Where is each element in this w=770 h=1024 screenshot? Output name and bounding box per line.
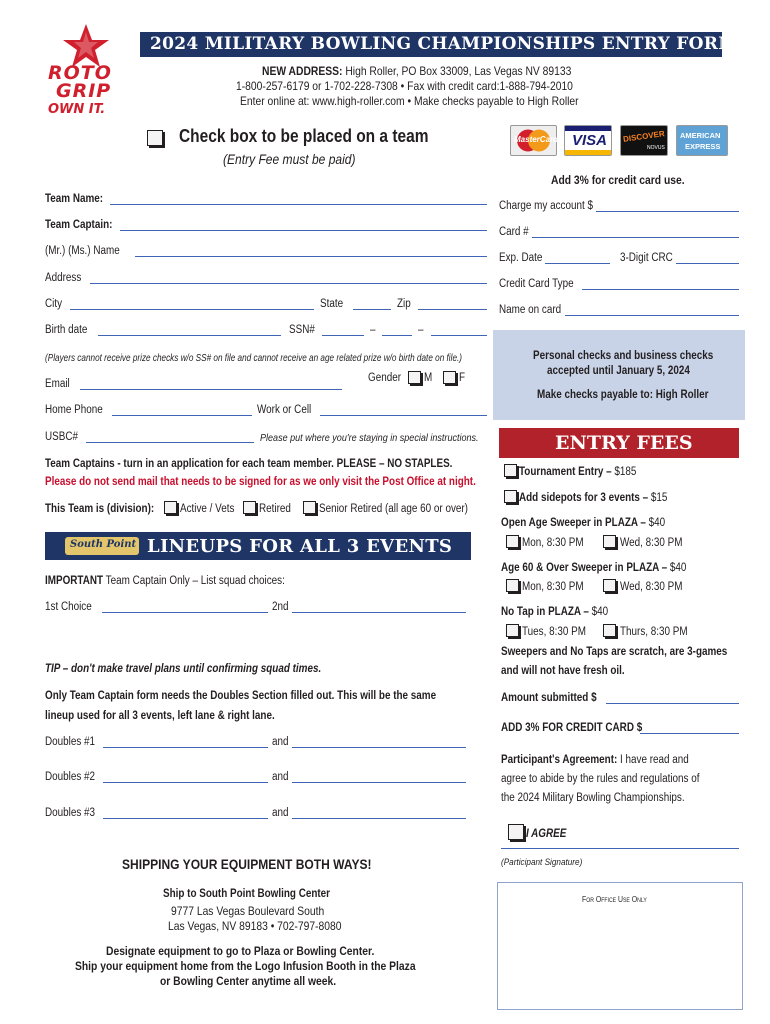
doubles-3-field-a[interactable] (103, 818, 268, 819)
open-age-wed-label: Wed, 8:30 PM (620, 537, 683, 549)
ship-to: Ship to South Point Bowling Center (163, 888, 331, 900)
ssn-field-1[interactable] (322, 335, 364, 336)
address-text: High Roller, PO Box 33009, Las Vegas NV 89133 (345, 64, 572, 78)
brand-line-2: GRIP (56, 80, 112, 102)
amex-logo (676, 125, 728, 156)
card-type-field[interactable] (582, 289, 739, 290)
checks-line-2: accepted until January 5, 2024 (547, 365, 690, 377)
brand-line-1: ROTO (48, 62, 112, 84)
age60-text: Age 60 & Over Sweeper in PLAZA – (501, 562, 670, 574)
name-on-card-field[interactable] (565, 315, 739, 316)
sidepots-text: Add sidepots for 3 events – (519, 492, 651, 504)
mail-note: Please do not send mail that needs to be signed for as we only visit the Post Office at night. (45, 476, 476, 488)
exp-date-field[interactable] (545, 263, 610, 264)
ship-note-3: or Bowling Center anytime all week. (160, 974, 337, 988)
ssn-dash-2: – (418, 324, 424, 336)
ssn-field-2[interactable] (382, 335, 412, 336)
sidepots-price: $15 (650, 492, 668, 504)
team-checkbox[interactable] (147, 130, 163, 146)
doubles-3-and: and (272, 807, 289, 819)
division-label: This Team is (division): (45, 503, 155, 515)
home-phone-label: Home Phone (45, 404, 103, 416)
gender-f-checkbox[interactable] (443, 371, 456, 384)
south-point-text: South Point (70, 539, 137, 550)
address-label: NEW ADDRESS: (262, 64, 343, 78)
age60-mon-checkbox[interactable] (506, 579, 519, 592)
ssn-dash-1: – (370, 324, 376, 336)
notap-text: No Tap in PLAZA – (501, 606, 592, 618)
team-checkbox-label: Check box to be placed on a team (179, 126, 429, 146)
entry-fees-title: ENTRY FEES (555, 432, 693, 454)
card-number-label: Card # (499, 226, 529, 238)
discover-logo (620, 125, 668, 156)
division-active-checkbox[interactable] (164, 501, 177, 514)
agreement-line-2: agree to abide by the rules and regulations of (501, 773, 700, 785)
age60-price: $40 (669, 562, 687, 574)
open-age-mon-checkbox[interactable] (506, 535, 519, 548)
roto-grip-logo (42, 22, 132, 122)
doubles-note-1: Only Team Captain form needs the Doubles Section filled out. This will be the same (45, 690, 437, 702)
mastercard-text: MasterCard (514, 135, 559, 144)
birth-date-label: Birth date (45, 324, 88, 336)
usbc-field[interactable] (86, 442, 254, 443)
scratch-note-2: and will not have fresh oil. (501, 665, 625, 677)
ssn-field-3[interactable] (431, 335, 487, 336)
address-line (262, 64, 571, 78)
zip-label: Zip (397, 298, 411, 310)
important-bold: IMPORTANT (45, 575, 104, 587)
notap-thurs-checkbox[interactable] (603, 624, 616, 637)
doubles-2-field-a[interactable] (103, 782, 268, 783)
first-choice-label: 1st Choice (45, 601, 92, 613)
team-captain-label: Team Captain: (45, 219, 113, 231)
agree-checkbox[interactable] (508, 824, 524, 840)
important-note (45, 575, 285, 587)
page-title: 2024 MILITARY BOWLING CHAMPIONSHIPS ENTRY FORM (150, 34, 738, 54)
agree-label: I AGREE (526, 828, 567, 840)
doubles-3-label: Doubles #3 (45, 807, 96, 819)
mastercard-logo (510, 125, 557, 156)
phone-line: 1-800-257-6179 or 1-702-228-7308 • Fax with credit card:1-888-794-2010 (236, 79, 573, 93)
usbc-label: USBC# (45, 431, 78, 443)
address-field[interactable] (90, 283, 487, 284)
team-name-field[interactable] (110, 204, 487, 205)
second-choice-field[interactable] (292, 612, 466, 613)
agreement-bold: Participant's Agreement: (501, 754, 618, 766)
card-type-label: Credit Card Type (499, 278, 574, 290)
tournament-text: Tournament Entry – (519, 466, 615, 478)
doubles-1-label: Doubles #1 (45, 736, 96, 748)
doubles-1-and: and (272, 736, 289, 748)
doubles-note-2: lineup used for all 3 events, left lane & right lane. (45, 710, 275, 722)
charge-account-label: Charge my account $ (499, 200, 594, 212)
name-on-card-label: Name on card (499, 304, 562, 316)
lineups-banner (45, 532, 471, 560)
ship-note-1: Designate equipment to go to Plaza or Bowling Center. (106, 944, 375, 958)
shipping-title: SHIPPING YOUR EQUIPMENT BOTH WAYS! (122, 856, 372, 872)
division-active-label: Active / Vets (180, 503, 235, 515)
work-cell-field[interactable] (320, 415, 487, 416)
amount-label: Amount submitted $ (501, 692, 597, 704)
team-name-label: Team Name: (45, 193, 104, 205)
state-label: State (320, 298, 344, 310)
age60-wed-checkbox[interactable] (603, 579, 616, 592)
gender-label: Gender (368, 372, 401, 384)
ship-note-2: Ship your equipment home from the Logo Infusion Booth in the Plaza (75, 959, 416, 973)
state-field[interactable] (353, 309, 391, 310)
credit-surcharge-note: Add 3% for credit card use. (551, 173, 685, 187)
checks-payable: Make checks payable to: High Roller (537, 389, 709, 401)
zip-field[interactable] (418, 309, 487, 310)
doubles-1-field-a[interactable] (103, 747, 268, 748)
sidepots-checkbox[interactable] (504, 490, 517, 503)
important-rest: Team Captain Only – List squad choices: (103, 575, 285, 587)
notap-price: $40 (591, 606, 609, 618)
amex-text-2: EXPRESS (685, 142, 721, 151)
checks-box (493, 330, 745, 420)
card-number-field[interactable] (532, 237, 739, 238)
city-field[interactable] (70, 309, 314, 310)
work-cell-label: Work or Cell (257, 404, 312, 416)
discover-sub-text: NOVUS (647, 145, 665, 151)
scratch-note-1: Sweepers and No Taps are scratch, are 3-games (501, 646, 728, 658)
lineups-title: LINEUPS FOR ALL 3 EVENTS (147, 536, 453, 557)
tournament-label (519, 466, 636, 478)
second-choice-label: 2nd (272, 601, 289, 613)
open-age-text: Open Age Sweeper in PLAZA – (501, 517, 649, 529)
name-label: (Mr.) (Ms.) Name (45, 245, 120, 257)
birth-date-field[interactable] (98, 335, 281, 336)
notap-thurs-label: Thurs, 8:30 PM (620, 626, 688, 638)
amount-field[interactable] (606, 703, 739, 704)
doubles-2-label: Doubles #2 (45, 771, 96, 783)
age60-label (501, 562, 686, 574)
office-use-box (497, 882, 743, 1010)
gender-m-label: M (424, 372, 433, 384)
home-phone-field[interactable] (112, 415, 252, 416)
sidepots-label (519, 492, 667, 504)
checks-line-1: Personal checks and business checks (533, 350, 714, 362)
address-label-field: Address (45, 272, 82, 284)
division-retired-label: Retired (259, 503, 291, 515)
division-retired-checkbox[interactable] (243, 501, 256, 514)
tip-note: TIP – don't make travel plans until confirming squad times. (45, 663, 322, 675)
notap-label (501, 606, 608, 618)
online-line: Enter online at: www.high-roller.com • Make checks payable to High Roller (240, 94, 579, 108)
header-banner (140, 32, 738, 57)
brand-tagline: OWN IT. (48, 102, 106, 117)
entry-fees-banner (499, 428, 739, 458)
name-field[interactable] (135, 256, 487, 257)
open-age-price: $40 (648, 517, 666, 529)
usbc-note: Please put where you're staying in special instructions. (260, 432, 479, 444)
tournament-price: $185 (614, 466, 637, 478)
division-senior-label: Senior Retired (all age 60 or over) (319, 503, 468, 515)
agreement-line-3: the 2024 Military Bowling Championships. (501, 792, 685, 804)
gender-m-checkbox[interactable] (408, 371, 421, 384)
ssn-note: (Players cannot receive prize checks w/o SS# on file and cannot receive an age related prize w/o birth date on file.) (45, 352, 463, 364)
notap-tues-label: Tues, 8:30 PM (522, 626, 586, 638)
city-label: City (45, 298, 63, 310)
discover-text: DISCOVER (622, 129, 666, 144)
crc-label: 3-Digit CRC (620, 252, 673, 264)
agreement-rest: I have read and (617, 754, 689, 766)
signature-field[interactable] (501, 848, 739, 849)
agreement-line-1 (501, 754, 689, 766)
visa-text: VISA (572, 132, 608, 149)
ship-city: Las Vegas, NV 89183 • 702-797-8080 (168, 919, 342, 933)
south-point-badge (65, 537, 139, 555)
exp-date-label: Exp. Date (499, 252, 543, 264)
entry-fee-note: (Entry Fee must be paid) (223, 151, 356, 167)
open-age-label (501, 517, 665, 529)
open-age-mon-label: Mon, 8:30 PM (522, 537, 584, 549)
doubles-1-field-b[interactable] (292, 747, 466, 748)
add3-label: ADD 3% FOR CREDIT CARD $ (501, 722, 643, 734)
doubles-2-field-b[interactable] (292, 782, 466, 783)
tournament-checkbox[interactable] (504, 464, 517, 477)
team-captain-field[interactable] (120, 230, 487, 231)
office-use-label: For Office Use Only (582, 895, 647, 904)
doubles-2-and: and (272, 771, 289, 783)
division-senior-checkbox[interactable] (303, 501, 316, 514)
visa-logo (564, 125, 612, 156)
signature-caption: (Participant Signature) (501, 857, 583, 868)
crc-field[interactable] (676, 263, 739, 264)
add3-field[interactable] (640, 733, 739, 734)
captain-note: Team Captains - turn in an application for each team member. PLEASE – NO STAPLES. (45, 458, 453, 470)
notap-tues-checkbox[interactable] (506, 624, 519, 637)
age60-wed-label: Wed, 8:30 PM (620, 581, 683, 593)
email-label: Email (45, 378, 70, 390)
age60-mon-label: Mon, 8:30 PM (522, 581, 584, 593)
doubles-3-field-b[interactable] (292, 818, 466, 819)
amex-text-1: AMERICAN (680, 131, 721, 140)
ship-street: 9777 Las Vegas Boulevard South (171, 904, 325, 918)
email-field[interactable] (80, 389, 342, 390)
ssn-label: SSN# (289, 324, 315, 336)
open-age-wed-checkbox[interactable] (603, 535, 616, 548)
gender-f-label: F (459, 372, 466, 384)
first-choice-field[interactable] (102, 612, 268, 613)
charge-account-field[interactable] (596, 211, 739, 212)
